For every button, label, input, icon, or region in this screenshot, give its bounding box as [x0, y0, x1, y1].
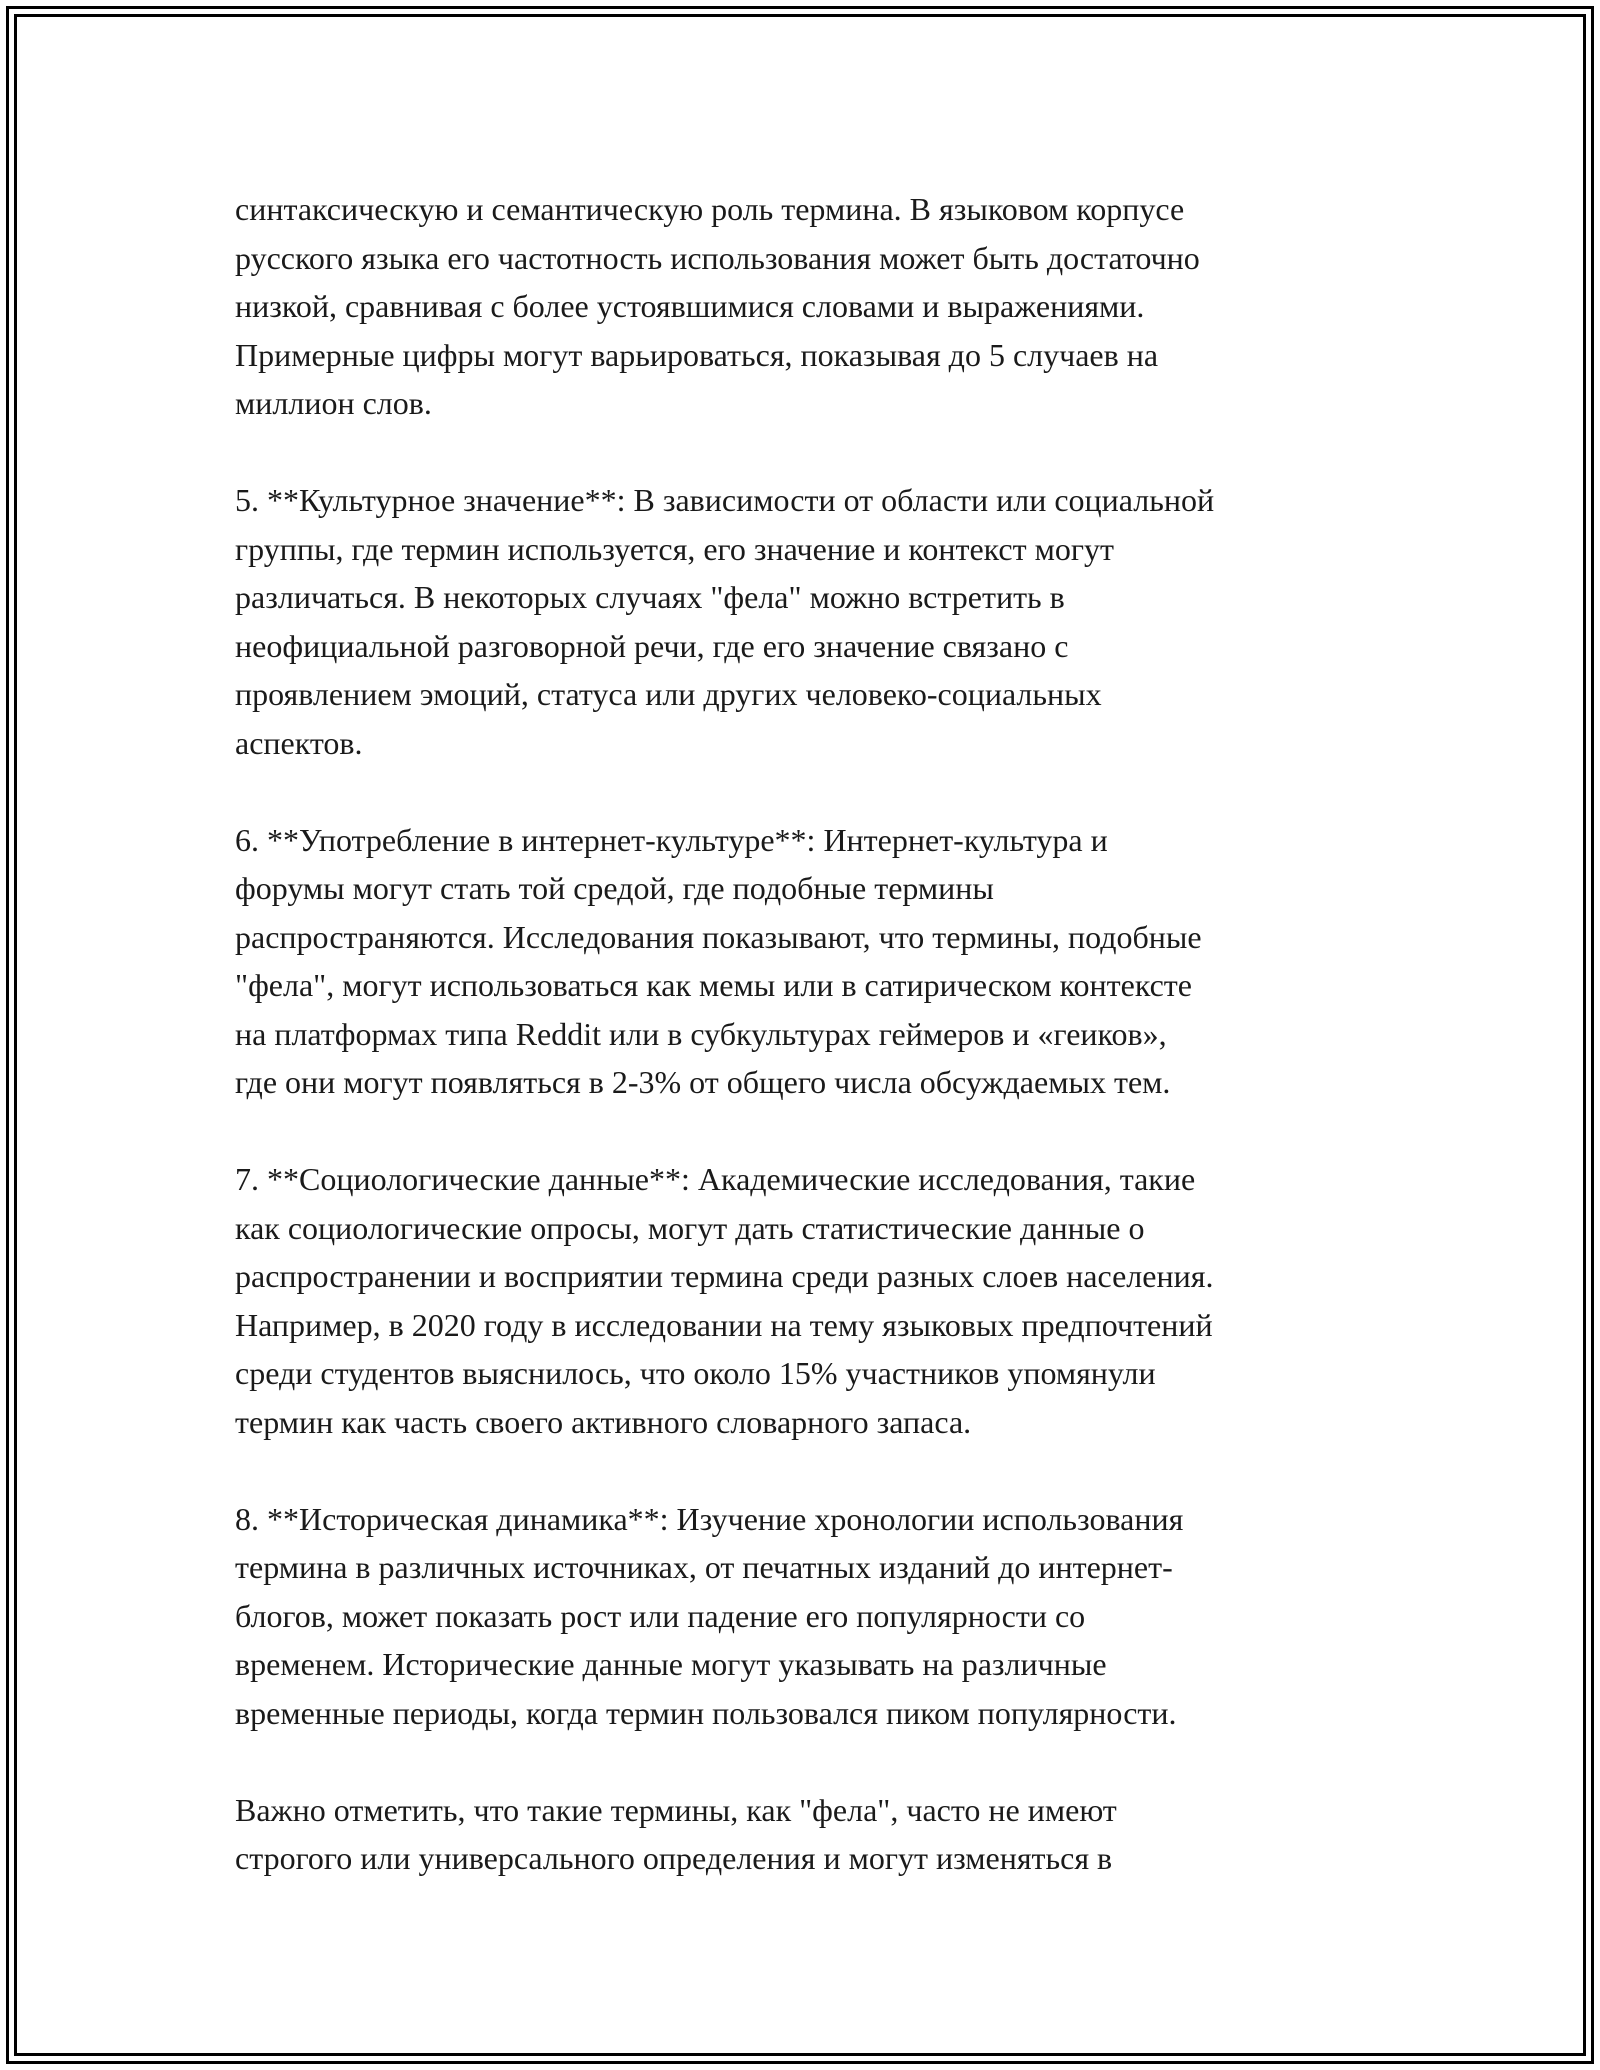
- paragraph-item-8-historical-dynamics: [235, 1495, 1395, 1738]
- text-line: Примерные цифры могут варьироваться, показывая до 5 случаев на: [235, 336, 1159, 373]
- text-line: среди студентов выяснилось, что около 15% участников упомянули: [235, 1355, 1156, 1391]
- paragraph-conclusion: [235, 1786, 1395, 1883]
- text-line: низкой, сравнивая с более устоявшимися словами и выражениями.: [235, 288, 1145, 324]
- text-line: распространяются. Исследования показывают, что термины, подобные: [235, 918, 1202, 955]
- text-line: Например, в 2020 году в исследовании на тему языковых предпочтений: [235, 1306, 1213, 1343]
- text-line: блогов, может показать рост или падение его популярности со: [235, 1597, 1086, 1634]
- text-line: синтаксическую и семантическую роль термина. В языковом корпусе: [235, 191, 1185, 227]
- text-line: русского языка его частотность использования может быть достаточно: [235, 239, 1200, 276]
- paragraph-item-5-cultural-meaning: [235, 476, 1395, 767]
- paragraph-item-6-internet-culture: [235, 816, 1395, 1107]
- text-line: где они могут появляться в 2-3% от общего числа обсуждаемых тем.: [235, 1064, 1171, 1100]
- text-line: 6. **Употребление в интернет-культуре**: Интернет-культура и: [235, 821, 1108, 858]
- paragraph-item-7-sociological-data: [235, 1155, 1395, 1446]
- text-line: строгого или универсального определения и могут изменяться в: [235, 1840, 1113, 1876]
- text-line: термин как часть своего активного словарного запаса.: [235, 1403, 972, 1440]
- text-line: различаться. В некоторых случаях "фела" можно встретить в: [235, 579, 1065, 615]
- document-body: [235, 185, 1395, 1931]
- text-line: как социологические опросы, могут дать статистические данные о: [235, 1209, 1145, 1246]
- text-line: миллион слов.: [235, 385, 432, 421]
- text-line: временем. Исторические данные могут указывать на различные: [235, 1646, 1107, 1682]
- text-line: термина в различных источниках, от печатных изданий до интернет-: [235, 1549, 1173, 1585]
- text-line: проявлением эмоций, статуса или других человеко-социальных: [235, 676, 1102, 712]
- text-line: 5. **Культурное значение**: В зависимости от области или социальной: [235, 482, 1215, 518]
- text-line: "фела", могут использоваться как мемы или в сатирическом контексте: [235, 967, 1192, 1003]
- text-line: 8. **Историческая динамика**: Изучение хронологии использования: [235, 1500, 1184, 1537]
- text-line: аспектов.: [235, 724, 363, 761]
- paragraph-frequency: [235, 185, 1395, 428]
- text-line: распространении и восприятии термина среди разных слоев населения.: [235, 1258, 1214, 1294]
- text-line: форумы могут стать той средой, где подобные термины: [235, 870, 994, 906]
- text-line: на платформах типа Reddit или в субкультурах геймеров и «геиков»,: [235, 1015, 1167, 1052]
- text-line: временные периоды, когда термин пользовался пиком популярности.: [235, 1694, 1177, 1731]
- text-line: неофициальной разговорной речи, где его значение связано с: [235, 627, 1069, 664]
- text-line: 7. **Социологические данные**: Академические исследования, такие: [235, 1161, 1196, 1197]
- text-line: Важно отметить, что такие термины, как "фела", часто не имеют: [235, 1791, 1117, 1828]
- text-line: группы, где термин используется, его значение и контекст могут: [235, 530, 1114, 567]
